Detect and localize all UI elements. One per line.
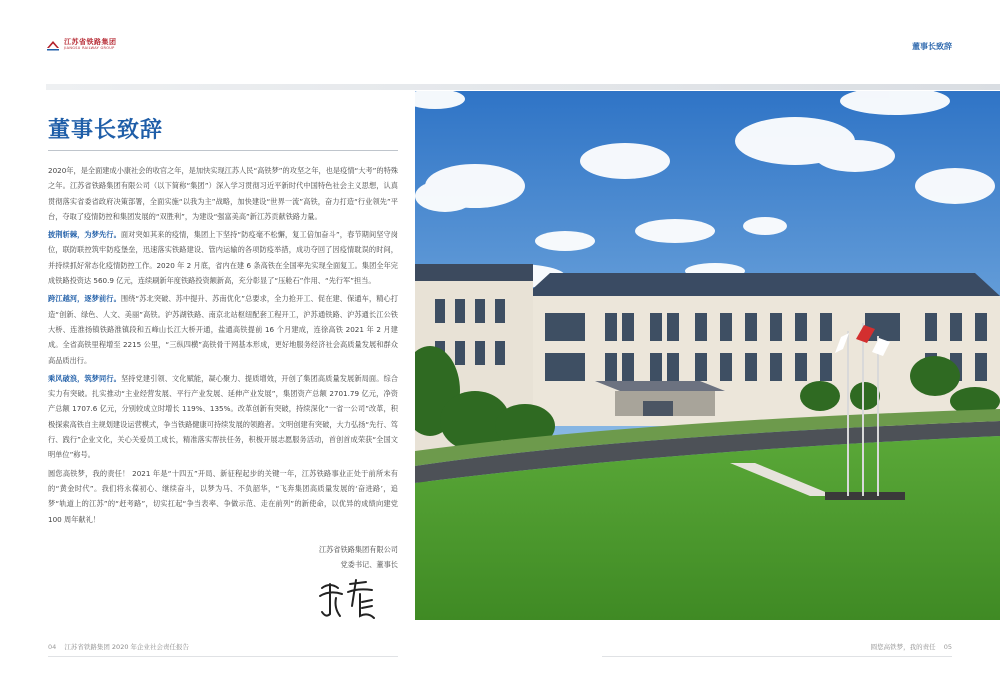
section-title: 董事长致辞 <box>912 42 952 51</box>
page-number-right: 05 <box>943 643 952 651</box>
footer-right <box>871 642 952 651</box>
footer-divider-left <box>48 656 398 657</box>
slogan: 圆您高铁梦，我的责任 <box>870 643 936 651</box>
paragraph-lead: 跨江越河，逐梦前行。 <box>48 294 121 304</box>
report-title: 江苏省铁路集团 2020 年企业社会责任报告 <box>64 643 190 651</box>
handwritten-signature <box>316 576 382 622</box>
paragraph: 乘风破浪，筑梦同行。坚持党建引领、文化赋能，凝心聚力、提质增效，开创了集团高质量发展新局面。综合实力有突破。扎实推动“主业经营发展、平行产业发展、延伸产业发展”，集团资产总额 2701.79 亿元，净资产总额 1707.6 亿元，分别较成立时增长 119%、135%。改革创新有突破，持续深化“一省一公司”改革，积极探索高铁自主规划建设运营模式，争当铁路健康可持续发展的领跑者。文明创建有突破，大力弘扬“先行、笃行、践行”企业文化，关心关爱员工成长，精准落实帮扶任务，积极开展志愿服务活动，首创首成荣获“全国文明单位”称号。 <box>48 373 398 460</box>
signer-role: 党委书记、董事长 <box>340 560 398 569</box>
paragraph: 2020年，是全面建成小康社会的收官之年，是加快实现江苏人民“高铁梦”的攻坚之年，也是疫情“大考”的特殊之年。江苏省铁路集团有限公司（以下简称“集团”）深入学习贯彻习近平新时代中国特色社会主义思想，认真贯彻落实省委省政府决策部署，全面实施“以我为主”战略，加快建设“世界一流”高铁，奋力打造“行业领先”平台，夺取了疫情防控和集团发展的“双胜利”，为建设“强富美高”新江苏贡献铁路力量。 <box>48 166 398 221</box>
paragraph-lead: 乘风破浪，筑梦同行。 <box>48 373 121 383</box>
logo-name-cn: 江苏省铁路集团 <box>64 38 117 47</box>
company-logo <box>46 38 117 52</box>
page-title: 董事长致辞 <box>48 118 164 143</box>
header-band <box>46 84 1000 90</box>
paragraph: 披荆斩棘，为梦先行。面对突如其来的疫情，集团上下坚持“防疫毫不松懈，复工倍加奋斗”，春节期间坚守岗位，联防联控筑牢防疫堡垒，迅速落实铁路建设、管内运输的各项防疫举措，成功夺回了因疫情耽误的时间，并持续抓好常态化疫情防控工作。2020 年 2 月底，省内在建 6 条高铁在全国率先实现全面复工。集团全年完成铁路投资达 560.9 亿元，连续刷新年度铁路投资额新高，充分彰显了“压舱石”作用、“先行军”担当。 <box>48 230 398 286</box>
footer-divider-right <box>602 656 952 657</box>
title-divider <box>48 150 398 151</box>
jiangsu-railway-logo-icon <box>46 38 60 52</box>
logo-name-en: JIANGSU RAILWAY GROUP <box>64 46 115 51</box>
footer-left <box>48 642 189 651</box>
page-number-left: 04 <box>48 643 57 651</box>
paragraph: 圆您高铁梦，我的责任！ 2021 年是“十四五”开局、新征程起步的关键一年，江苏铁路事业正处于前所未有的“黄金时代”。我们将永葆初心、继续奋斗，以梦为马、不负韶华，“飞奔集团高质量发展的‘奋进路’，追梦“轨道上的江苏”的“赶考路”，切实扛起“争当表率、争做示范、走在前列”的新使命，以优异的成绩向建党 100 周年献礼！ <box>48 468 398 524</box>
signature-block <box>319 542 398 572</box>
paragraph: 跨江越河，逐梦前行。围绕“苏北突破、苏中提升、苏南优化”总要求，全力抢开工、促在建、保通车，精心打造“创新、绿色、人文、美丽”高铁。沪苏湖铁路、南京北站枢纽配套工程开工，沪苏通铁路、沪苏通长江公铁大桥、连淮扬镇铁路淮镇段和五峰山长江大桥开通，盐通高铁提前 16 个月建成，连徐高铁 2021 年 2 月建成。全省高铁里程增至 2215 公里，“三纵四横”高铁骨干网基本形成，更好地服务经济社会高质量发展和群众高品质出行。 <box>48 294 398 365</box>
signer-company: 江苏省铁路集团有限公司 <box>318 545 398 554</box>
headquarters-photo <box>415 91 1000 620</box>
paragraph-lead: 披荆斩棘，为梦先行。 <box>48 230 121 240</box>
letter-body <box>48 163 398 530</box>
